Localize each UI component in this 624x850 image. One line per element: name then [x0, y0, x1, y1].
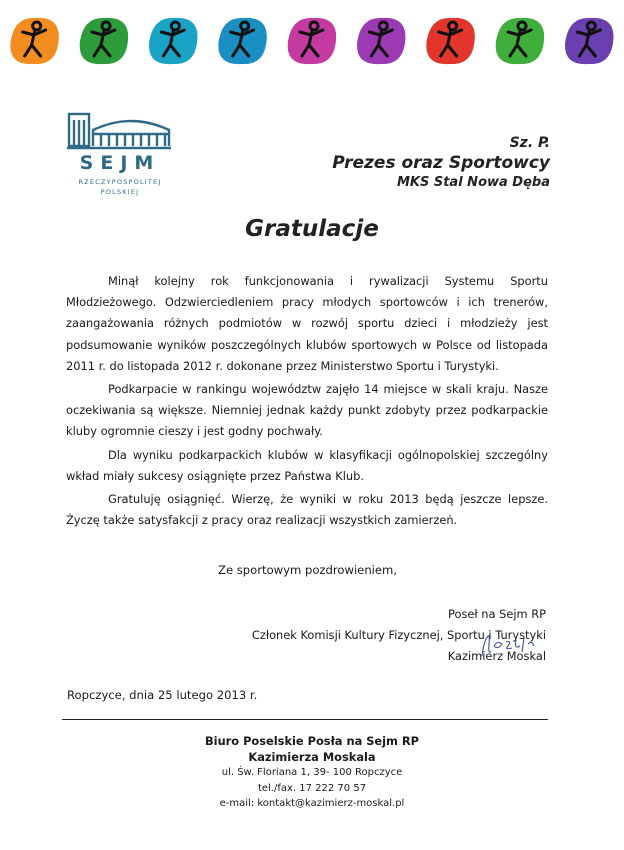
handwritten-signature: [478, 630, 548, 660]
logo-subtitle-1: RZECZYPOSPOLITEJ: [78, 178, 162, 186]
signature-name: Kazimierz Moskal: [447, 649, 546, 663]
letter-body: [66, 271, 548, 533]
recipient-block: [332, 134, 550, 192]
place-and-date: Ropczyce, dnia 25 lutego 2013 r.: [67, 688, 258, 702]
athlete-splash-icon: [10, 18, 58, 64]
athlete-splash-icon: [496, 18, 544, 64]
body-paragraph-4: Gratuluję osiągnięć. Wierzę, że wyniki w roku 2013 będą jeszcze lepsze. Życzę także satysfakcji z pracy oraz realizacji wszystkich zamierzeń.: [66, 492, 548, 528]
athlete-splash-icon: [357, 18, 405, 64]
athlete-splash-icon: [288, 18, 336, 64]
signature-title: Poseł na Sejm RP: [448, 607, 546, 621]
letter-title: Gratulacje: [245, 216, 379, 242]
closing-greeting: Ze sportowym pozdrowieniem,: [218, 563, 398, 577]
signature-committee: Członek Komisji Kultury Fizycznej, Sportu i Turystyki: [251, 628, 546, 642]
footer: [0, 734, 624, 812]
sports-banner: [0, 12, 624, 70]
recipient-salutation: Sz. P.: [509, 135, 550, 151]
recipient-club: MKS Stal Nowa Dęba: [396, 175, 550, 190]
athlete-splash-icon: [218, 18, 266, 64]
footer-phone: tel./fax. 17 222 70 57: [257, 782, 367, 794]
athlete-splash-icon: [565, 18, 613, 64]
body-paragraph-2: Podkarpacie w rankingu województw zajęło 14 miejsce w skali kraju. Nasze oczekiwania są większe. Niemniej jednak każdy punkt zdobyty przez podkarpackie kluby ogromnie cieszy i jest godny pochwały.: [66, 382, 548, 439]
footer-divider: [62, 719, 548, 720]
athlete-splash-icon: [149, 18, 197, 64]
parliament-building-icon: [65, 108, 175, 152]
footer-email: e-mail: kontakt@kazimierz-moskal.pl: [219, 798, 405, 809]
body-paragraph-3: Dla wyniku podkarpackich klubów w klasyfikacji ogólnopolskiej szczególny wkład miały sukcesy osiągnięte przez Państwa Klub.: [66, 447, 548, 483]
footer-office: Biuro Poselskie Posła na Sejm RP: [204, 734, 420, 748]
footer-name: Kazimierza Moskala: [248, 749, 376, 764]
recipient-name: Prezes oraz Sportowcy: [332, 153, 550, 173]
footer-address: ul. Św. Floriana 1, 39- 100 Ropczyce: [221, 767, 403, 778]
logo-subtitle-2: POLSKIEJ: [100, 188, 140, 196]
logo-wordmark: SEJM: [79, 152, 161, 174]
athlete-splash-icon: [426, 18, 474, 64]
body-paragraph-1: Minął kolejny rok funkcjonowania i rywalizacji Systemu Sportu Młodzieżowego. Odzwierciedleniem pracy młodych sportowców i ich trenerów, zaangażowania różnych podmiotów w rozwój sportu dzieci i młodzieży jest podsumowanie wyników poszczególnych klubów sportowych w Polsce od listopada 2011 r. do listopada 2012 r. dokonane przez Ministerstwo Sportu i Turystyki.: [66, 274, 548, 373]
sejm-logo: [65, 108, 175, 200]
athlete-splash-icon: [80, 18, 128, 64]
